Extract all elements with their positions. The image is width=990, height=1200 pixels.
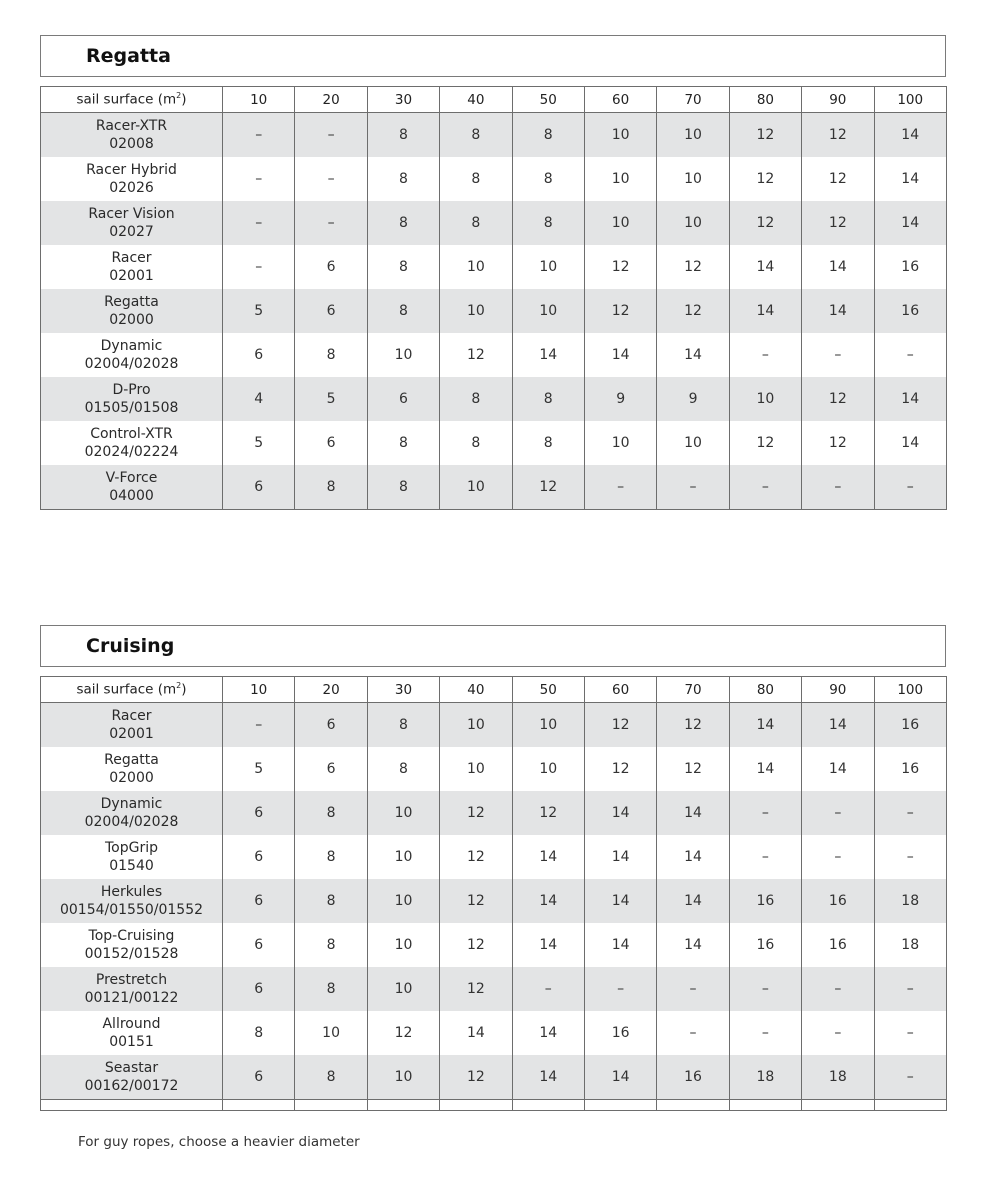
diameter-cell: 6 (295, 703, 367, 748)
diameter-cell: 8 (512, 157, 584, 201)
diameter-cell: 8 (223, 1011, 295, 1055)
diameter-cell: 14 (657, 333, 729, 377)
diameter-cell: 6 (223, 1055, 295, 1100)
table-row (41, 923, 947, 967)
cruising-title: Cruising (86, 635, 175, 657)
diameter-cell: 6 (223, 465, 295, 510)
diameter-cell: 14 (584, 923, 656, 967)
diameter-cell: 8 (367, 703, 439, 748)
rope-code: 00154/01550/01552 (59, 902, 204, 918)
table-row (41, 967, 947, 1011)
column-header-size: 60 (584, 87, 656, 113)
diameter-cell: 8 (367, 747, 439, 791)
table-row (41, 113, 947, 158)
diameter-cell: 14 (584, 835, 656, 879)
diameter-cell: 12 (729, 201, 801, 245)
header-row (41, 87, 947, 113)
rope-name-cell (41, 791, 223, 835)
table-row (41, 835, 947, 879)
rope-code: 02001 (109, 268, 154, 284)
rope-name-cell (41, 835, 223, 879)
rope-name: Racer-XTR (95, 118, 168, 134)
diameter-cell: 14 (802, 703, 874, 748)
diameter-cell: – (874, 835, 946, 879)
diameter-cell: 6 (295, 747, 367, 791)
diameter-cell: 12 (802, 421, 874, 465)
diameter-cell: 10 (367, 967, 439, 1011)
diameter-cell: – (802, 835, 874, 879)
rope-name: Top-Cruising (88, 928, 175, 944)
column-header-size: 70 (657, 87, 729, 113)
diameter-cell: 12 (657, 245, 729, 289)
regatta-table (40, 86, 947, 510)
diameter-cell: 10 (657, 157, 729, 201)
diameter-cell: 10 (729, 377, 801, 421)
diameter-cell: 14 (584, 879, 656, 923)
diameter-cell: 10 (440, 747, 512, 791)
diameter-cell: – (223, 201, 295, 245)
diameter-cell: 18 (874, 879, 946, 923)
diameter-cell: 8 (295, 879, 367, 923)
table-row (41, 1055, 947, 1100)
footnote: For guy ropes, choose a heavier diameter (78, 1134, 360, 1150)
column-header-size: 40 (440, 677, 512, 703)
diameter-cell: 14 (512, 923, 584, 967)
rope-name-cell (41, 747, 223, 791)
diameter-cell: 16 (874, 245, 946, 289)
diameter-cell: 10 (584, 201, 656, 245)
diameter-cell: 8 (295, 923, 367, 967)
diameter-cell: 12 (729, 421, 801, 465)
diameter-cell: 16 (802, 879, 874, 923)
rope-name-cell (41, 923, 223, 967)
diameter-cell: 10 (367, 333, 439, 377)
column-header-size: 20 (295, 87, 367, 113)
diameter-cell: 10 (295, 1011, 367, 1055)
table-row (41, 201, 947, 245)
diameter-cell: 16 (874, 289, 946, 333)
diameter-cell: 10 (440, 703, 512, 748)
rope-name: Herkules (100, 884, 163, 900)
diameter-cell: 18 (729, 1055, 801, 1100)
diameter-cell: 12 (802, 113, 874, 158)
diameter-cell: 10 (584, 113, 656, 158)
rope-name: V-Force (105, 470, 158, 486)
diameter-cell: 14 (584, 791, 656, 835)
table-row (41, 879, 947, 923)
column-header-sail-surface: sail surface $(m^2)$ (41, 87, 223, 113)
diameter-cell: 16 (874, 747, 946, 791)
diameter-cell: 12 (657, 747, 729, 791)
diameter-cell: 12 (440, 923, 512, 967)
diameter-cell: 8 (367, 421, 439, 465)
regatta-section (40, 35, 946, 510)
diameter-cell: 14 (729, 245, 801, 289)
diameter-cell: 14 (874, 157, 946, 201)
diameter-cell: 8 (512, 421, 584, 465)
table-row (41, 1011, 947, 1055)
rope-code: 00121/00122 (84, 990, 179, 1006)
rope-name-cell (41, 879, 223, 923)
diameter-cell: – (295, 113, 367, 158)
diameter-cell: 9 (584, 377, 656, 421)
diameter-cell: 14 (512, 333, 584, 377)
column-header-size: 70 (657, 677, 729, 703)
diameter-cell: 10 (367, 1055, 439, 1100)
diameter-cell: 10 (657, 421, 729, 465)
diameter-cell: 10 (440, 465, 512, 510)
diameter-cell: 5 (223, 747, 295, 791)
column-header-size: 90 (802, 677, 874, 703)
diameter-cell: – (874, 333, 946, 377)
diameter-cell: – (729, 967, 801, 1011)
diameter-cell: 5 (295, 377, 367, 421)
diameter-cell: 9 (657, 377, 729, 421)
diameter-cell: 16 (657, 1055, 729, 1100)
rope-name: Regatta (104, 752, 159, 768)
diameter-cell: 5 (223, 289, 295, 333)
rope-code: 02004/02028 (84, 356, 179, 372)
rope-name: Control-XTR (90, 426, 173, 442)
column-header-size: 10 (223, 87, 295, 113)
rope-code: 00162/00172 (84, 1078, 179, 1094)
diameter-cell: 8 (440, 157, 512, 201)
diameter-cell: 8 (295, 791, 367, 835)
rope-name-cell (41, 465, 223, 510)
rope-code: 02004/02028 (84, 814, 179, 830)
diameter-cell: 14 (874, 201, 946, 245)
diameter-cell: 8 (512, 377, 584, 421)
diameter-cell: 8 (367, 157, 439, 201)
diameter-cell: – (874, 465, 946, 510)
diameter-cell: 6 (295, 421, 367, 465)
diameter-cell: 14 (512, 1011, 584, 1055)
rope-name-cell (41, 1011, 223, 1055)
diameter-cell: 14 (874, 421, 946, 465)
rope-code: 00151 (109, 1034, 154, 1050)
diameter-cell: – (802, 967, 874, 1011)
diameter-cell: 12 (512, 791, 584, 835)
regatta-title-box (40, 35, 946, 77)
rope-name-cell (41, 421, 223, 465)
diameter-cell: 8 (295, 333, 367, 377)
rope-code: 02000 (109, 770, 154, 786)
rope-name-cell (41, 1055, 223, 1100)
diameter-cell: – (729, 333, 801, 377)
rope-code: 04000 (109, 488, 154, 504)
diameter-cell: 14 (729, 703, 801, 748)
diameter-cell: 14 (584, 1055, 656, 1100)
rope-name: Racer (111, 250, 152, 266)
diameter-cell: 6 (295, 289, 367, 333)
diameter-cell: 5 (223, 421, 295, 465)
diameter-cell: – (223, 113, 295, 158)
diameter-cell: 16 (729, 879, 801, 923)
diameter-cell: – (657, 1011, 729, 1055)
rope-code: 00152/01528 (84, 946, 179, 962)
diameter-cell: 16 (584, 1011, 656, 1055)
rope-name: Dynamic (100, 796, 163, 812)
diameter-cell: – (802, 791, 874, 835)
rope-code: 02008 (109, 136, 154, 152)
diameter-cell: 10 (657, 201, 729, 245)
diameter-cell: 12 (729, 157, 801, 201)
diameter-cell: 14 (802, 289, 874, 333)
table-row (41, 703, 947, 748)
rope-name: Allround (102, 1016, 161, 1032)
column-header-size: 30 (367, 677, 439, 703)
rope-name: Dynamic (100, 338, 163, 354)
rope-name: D-Pro (112, 382, 151, 398)
rope-name-cell (41, 333, 223, 377)
diameter-cell: – (295, 201, 367, 245)
diameter-cell: – (874, 1011, 946, 1055)
diameter-cell: 14 (657, 879, 729, 923)
cruising-table (40, 676, 947, 1111)
diameter-cell: – (802, 465, 874, 510)
table-row (41, 791, 947, 835)
regatta-title: Regatta (86, 45, 171, 67)
diameter-cell: 12 (440, 967, 512, 1011)
diameter-cell: 14 (512, 1055, 584, 1100)
rope-name-cell (41, 113, 223, 158)
diameter-cell: 8 (367, 289, 439, 333)
diameter-cell: 12 (440, 333, 512, 377)
column-header-size: 30 (367, 87, 439, 113)
diameter-cell: 6 (223, 791, 295, 835)
diameter-cell: 6 (367, 377, 439, 421)
rope-code: 01540 (109, 858, 154, 874)
diameter-cell: – (729, 791, 801, 835)
diameter-cell: 14 (874, 377, 946, 421)
diameter-cell: 6 (295, 245, 367, 289)
diameter-cell: 14 (657, 835, 729, 879)
diameter-cell: 4 (223, 377, 295, 421)
diameter-cell: 14 (512, 835, 584, 879)
column-header-size: 50 (512, 87, 584, 113)
column-header-size: 50 (512, 677, 584, 703)
table-row (41, 157, 947, 201)
diameter-cell: 6 (223, 923, 295, 967)
rope-name-cell (41, 245, 223, 289)
rope-code: 02001 (109, 726, 154, 742)
diameter-cell: – (223, 157, 295, 201)
diameter-cell: – (584, 967, 656, 1011)
cruising-title-box (40, 625, 946, 667)
diameter-cell: 10 (657, 113, 729, 158)
diameter-cell: – (802, 333, 874, 377)
diameter-cell: 12 (440, 835, 512, 879)
diameter-cell: 14 (874, 113, 946, 158)
diameter-cell: 10 (440, 289, 512, 333)
diameter-cell: 16 (802, 923, 874, 967)
diameter-cell: 12 (729, 113, 801, 158)
diameter-cell: 8 (295, 1055, 367, 1100)
diameter-cell: 8 (440, 421, 512, 465)
diameter-cell: 10 (512, 245, 584, 289)
table-row (41, 245, 947, 289)
diameter-cell: 12 (657, 289, 729, 333)
diameter-cell: 10 (512, 747, 584, 791)
column-header-size: 20 (295, 677, 367, 703)
diameter-cell: 8 (295, 465, 367, 510)
rope-name: Racer (111, 708, 152, 724)
diameter-cell: 6 (223, 879, 295, 923)
column-header-size: 100 (874, 87, 946, 113)
rope-name: Regatta (104, 294, 159, 310)
table-row (41, 465, 947, 510)
diameter-cell: 8 (367, 201, 439, 245)
rope-code: 02024/02224 (84, 444, 179, 460)
diameter-cell: 12 (440, 1055, 512, 1100)
column-header-size: 80 (729, 677, 801, 703)
rope-code: 02000 (109, 312, 154, 328)
diameter-cell: 14 (802, 747, 874, 791)
rope-name: Racer Vision (88, 206, 175, 222)
diameter-cell: 10 (367, 879, 439, 923)
rope-name-cell (41, 703, 223, 748)
diameter-cell: 8 (512, 113, 584, 158)
rope-name-cell (41, 967, 223, 1011)
diameter-cell: 14 (729, 289, 801, 333)
diameter-cell: – (512, 967, 584, 1011)
diameter-cell: – (657, 967, 729, 1011)
diameter-cell: 10 (367, 835, 439, 879)
diameter-cell: 12 (440, 791, 512, 835)
diameter-cell: 8 (295, 967, 367, 1011)
rope-name-cell (41, 377, 223, 421)
diameter-cell: 18 (802, 1055, 874, 1100)
diameter-cell: 12 (584, 245, 656, 289)
column-header-sail-surface: sail surface $(m^2)$ (41, 677, 223, 703)
column-header-size: 90 (802, 87, 874, 113)
rope-code: 02027 (109, 224, 154, 240)
diameter-cell: 12 (657, 703, 729, 748)
diameter-cell: 8 (367, 113, 439, 158)
diameter-cell: 8 (367, 465, 439, 510)
diameter-cell: 6 (223, 967, 295, 1011)
table-row (41, 747, 947, 791)
diameter-cell: 12 (440, 879, 512, 923)
rope-name: Seastar (104, 1060, 159, 1076)
diameter-cell: – (729, 835, 801, 879)
diameter-cell: 16 (729, 923, 801, 967)
column-header-size: 10 (223, 677, 295, 703)
diameter-cell: 10 (584, 421, 656, 465)
diameter-cell: – (729, 1011, 801, 1055)
diameter-cell: 10 (512, 289, 584, 333)
diameter-cell: 8 (440, 377, 512, 421)
table-row (41, 333, 947, 377)
diameter-cell: 8 (512, 201, 584, 245)
table-footer-row (41, 1100, 947, 1111)
diameter-cell: 14 (657, 923, 729, 967)
rope-name-cell (41, 289, 223, 333)
diameter-cell: 14 (440, 1011, 512, 1055)
table-row (41, 289, 947, 333)
diameter-cell: – (657, 465, 729, 510)
diameter-cell: 6 (223, 333, 295, 377)
table-row (41, 421, 947, 465)
diameter-cell: – (295, 157, 367, 201)
diameter-cell: 14 (729, 747, 801, 791)
diameter-cell: – (802, 1011, 874, 1055)
rope-code: 01505/01508 (84, 400, 179, 416)
diameter-cell: 10 (512, 703, 584, 748)
diameter-cell: 10 (367, 791, 439, 835)
rope-name: TopGrip (104, 840, 158, 856)
column-header-size: 40 (440, 87, 512, 113)
diameter-cell: 10 (440, 245, 512, 289)
rope-name-cell (41, 157, 223, 201)
diameter-cell: 12 (802, 201, 874, 245)
diameter-cell: 12 (584, 289, 656, 333)
diameter-cell: 8 (367, 245, 439, 289)
diameter-cell: 14 (657, 791, 729, 835)
diameter-cell: – (729, 465, 801, 510)
diameter-cell: 16 (874, 703, 946, 748)
column-header-size: 80 (729, 87, 801, 113)
diameter-cell: – (874, 791, 946, 835)
diameter-cell: 12 (367, 1011, 439, 1055)
diameter-cell: 8 (440, 201, 512, 245)
diameter-cell: 12 (584, 747, 656, 791)
diameter-cell: 14 (584, 333, 656, 377)
diameter-cell: – (874, 1055, 946, 1100)
diameter-cell: 10 (584, 157, 656, 201)
diameter-cell: 6 (223, 835, 295, 879)
diameter-cell: – (223, 245, 295, 289)
header-row (41, 677, 947, 703)
table-row (41, 377, 947, 421)
rope-name: Prestretch (95, 972, 168, 988)
diameter-cell: 12 (802, 377, 874, 421)
diameter-cell: 14 (802, 245, 874, 289)
cruising-section (40, 625, 946, 1111)
diameter-cell: 18 (874, 923, 946, 967)
rope-name-cell (41, 201, 223, 245)
diameter-cell: 14 (512, 879, 584, 923)
diameter-cell: 8 (440, 113, 512, 158)
diameter-cell: – (584, 465, 656, 510)
rope-code: 02026 (109, 180, 154, 196)
diameter-cell: 10 (367, 923, 439, 967)
diameter-cell: 8 (295, 835, 367, 879)
rope-name: Racer Hybrid (86, 162, 177, 178)
diameter-cell: 12 (512, 465, 584, 510)
diameter-cell: 12 (584, 703, 656, 748)
diameter-cell: – (223, 703, 295, 748)
column-header-size: 60 (584, 677, 656, 703)
diameter-cell: – (874, 967, 946, 1011)
column-header-size: 100 (874, 677, 946, 703)
diameter-cell: 12 (802, 157, 874, 201)
